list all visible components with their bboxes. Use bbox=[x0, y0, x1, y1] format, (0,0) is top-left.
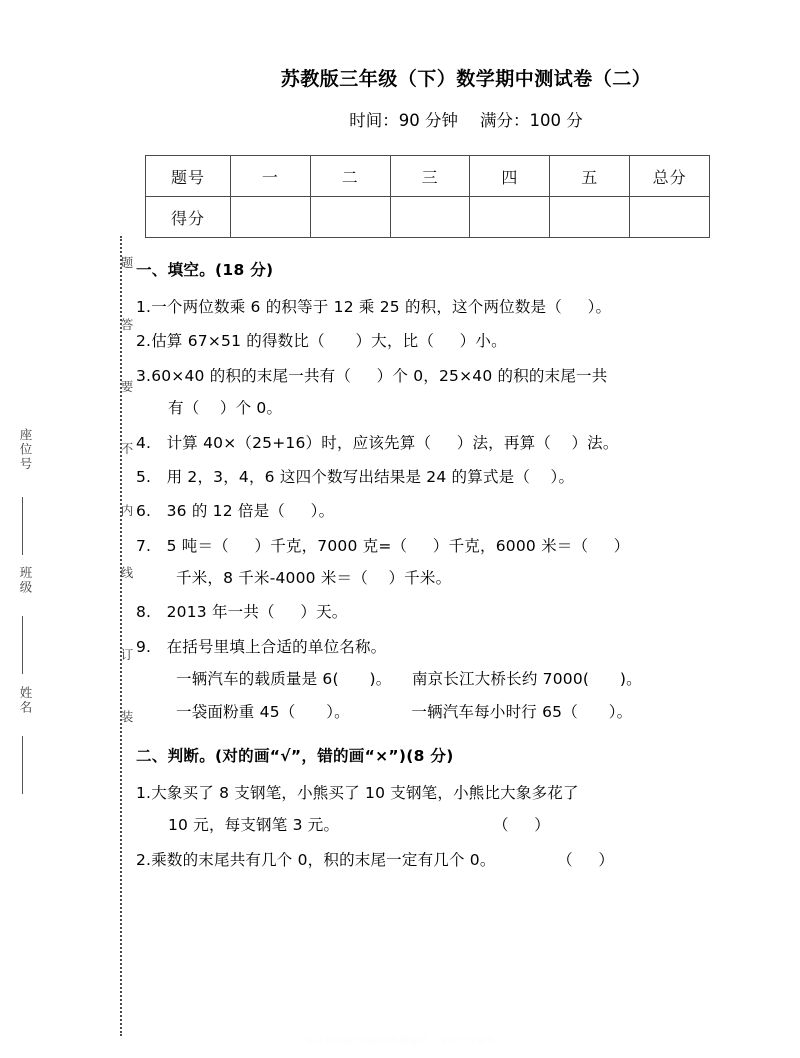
exam-total-score: 满分：100 分 bbox=[480, 111, 583, 130]
binding-margin bbox=[0, 0, 132, 1058]
score-table-header-3: 三 bbox=[390, 156, 470, 197]
score-table-header-2: 二 bbox=[310, 156, 390, 197]
page-title: 苏教版三年级（下）数学期中测试卷（二） bbox=[280, 68, 652, 90]
field-rule-class bbox=[22, 616, 23, 674]
question-2-fill: 2.估算 67×51 的得数比（ ）大，比（ ）小。 bbox=[136, 332, 507, 351]
seal-char-5: 内 bbox=[119, 504, 134, 517]
question-8-fill: 8. 2013 年一共（ ）天。 bbox=[136, 603, 348, 622]
seal-char-8: 装 bbox=[119, 710, 134, 723]
exam-duration: 时间：90 分钟 bbox=[349, 111, 458, 130]
section-heading-true-false: 二、判断。(对的画“√”，错的画“×”)(8 分) bbox=[136, 746, 454, 765]
question-9-fill-items-row1: 一辆汽车的载质量是 6( )。 南京长江大桥长约 7000( )。 bbox=[176, 670, 642, 689]
score-table-header-5: 五 bbox=[550, 156, 630, 197]
seal-char-4: 不 bbox=[119, 442, 134, 455]
question-6-fill: 6. 36 的 12 倍是（ ）。 bbox=[136, 502, 335, 521]
binding-dotted-line bbox=[120, 236, 122, 1036]
section-heading-fill-in-blank: 一、填空。(18 分) bbox=[136, 261, 274, 279]
field-rule-name bbox=[22, 736, 23, 794]
seal-char-3: 要 bbox=[119, 380, 134, 393]
question-4-fill: 4. 计算 40×（25+16）时，应该先算（ ）法，再算（ ）法。 bbox=[136, 433, 619, 452]
field-rule-seat-number bbox=[22, 497, 23, 555]
question-9-fill-items-row2: 一袋面粉重 45（ ）。 一辆汽车每小时行 65（ ）。 bbox=[176, 702, 633, 721]
score-table-row-label-score: 得分 bbox=[146, 197, 231, 238]
page-watermark: 本试卷由教学资源网整理提供，仅供学习参考 bbox=[304, 1037, 495, 1047]
paper-content bbox=[132, 0, 800, 1058]
question-5-fill: 5. 用 2，3，4，6 这四个数写出结果是 24 的算式是（ ）。 bbox=[136, 467, 575, 486]
seal-char-7: 订 bbox=[119, 648, 134, 661]
question-1-judge: 1.大象买了 8 支钢笔，小熊买了 10 支钢笔，小熊比大象多花了 bbox=[136, 783, 579, 802]
paper-subtitle bbox=[132, 91, 800, 131]
score-cell-4[interactable] bbox=[470, 197, 550, 238]
table-row-question-numbers bbox=[146, 156, 710, 197]
question-9-fill: 9. 在括号里填上合适的单位名称。 bbox=[136, 637, 387, 656]
score-table-header-4: 四 bbox=[470, 156, 550, 197]
score-table bbox=[145, 155, 710, 238]
score-cell-2[interactable] bbox=[310, 197, 390, 238]
score-table-header-1: 一 bbox=[231, 156, 311, 197]
field-label-class: 班级 bbox=[18, 566, 33, 595]
question-3-fill-cont: 有（ ）个 0。 bbox=[168, 399, 283, 418]
question-7-fill: 7. 5 吨＝（ ）千克，7000 克=（ ）千克，6000 米＝（ ） bbox=[136, 536, 630, 555]
seal-char-6: 线 bbox=[119, 566, 134, 579]
seal-char-2: 答 bbox=[119, 318, 134, 331]
score-cell-5[interactable] bbox=[550, 197, 630, 238]
seal-char-1: 题 bbox=[119, 256, 134, 269]
score-cell-1[interactable] bbox=[231, 197, 311, 238]
question-2-judge: 2.乘数的末尾共有几个 0，积的末尾一定有几个 0。 （ ） bbox=[136, 850, 615, 869]
question-3-fill: 3.60×40 的积的末尾一共有（ ）个 0，25×40 的积的末尾一共 bbox=[136, 366, 608, 385]
question-1-judge-cont: 10 元，每支钢笔 3 元。 （ ） bbox=[168, 816, 551, 835]
score-table-container bbox=[145, 155, 710, 238]
score-table-row-label-question: 题号 bbox=[146, 156, 231, 197]
table-row-scores bbox=[146, 197, 710, 238]
question-1-fill: 1.一个两位数乘 6 的积等于 12 乘 25 的积，这个两位数是（ ）。 bbox=[136, 298, 612, 316]
field-label-seat-number: 座位号 bbox=[18, 428, 33, 472]
score-cell-3[interactable] bbox=[390, 197, 470, 238]
score-table-header-total: 总分 bbox=[630, 156, 710, 197]
field-label-name: 姓名 bbox=[18, 686, 33, 715]
score-cell-total[interactable] bbox=[630, 197, 710, 238]
question-7-fill-cont: 千米，8 千米-4000 米＝（ ）千米。 bbox=[176, 569, 452, 587]
